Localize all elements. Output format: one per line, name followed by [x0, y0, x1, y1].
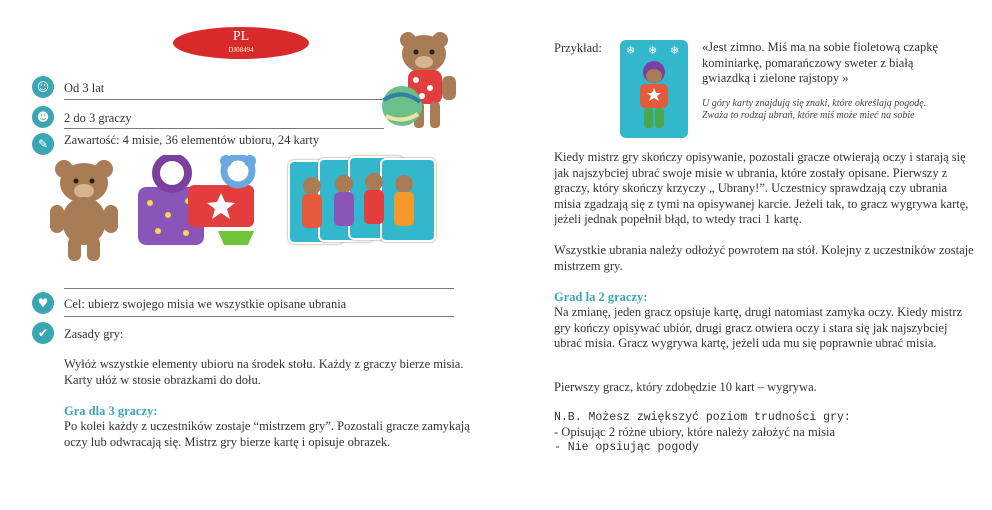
- bear-with-ball-illustration: [378, 28, 470, 138]
- language-code: PL: [232, 29, 250, 44]
- example-card-bear-icon: [620, 40, 688, 138]
- example-quote: «Jest zimno. Miś ma na sobie fioletową czapkę kominiarkę, pomarańczowy sweter z białą gwiazdką i zielone rajstopy »: [702, 40, 939, 85]
- age-text: Od 3 lat: [64, 81, 105, 95]
- players-text: 2 do 3 graczy: [64, 111, 132, 125]
- nb-title: N.B. Możesz zwiększyć poziom trudności gry:: [554, 411, 851, 424]
- example-card: [620, 40, 688, 138]
- age-icon: ☺: [32, 76, 54, 98]
- divider: [64, 288, 454, 289]
- bear-illustration: [44, 155, 130, 263]
- clothes-illustration: [138, 155, 268, 250]
- goal-text: Cel: ubierz swojego misia we wszystkie opisane ubrania: [64, 297, 347, 311]
- contents-icon: ✎: [32, 133, 54, 155]
- divider: [64, 99, 384, 100]
- divider: [64, 316, 454, 317]
- goal-icon: ♥: [32, 292, 54, 314]
- example-label: Przykład:: [554, 41, 602, 55]
- rules-paragraph-2: Wszystkie ubrania należy odłożyć powrotem na stół. Kolejny z uczestników zostaje mistrzem gry.: [554, 243, 974, 273]
- nb-item: - Nie opsiując pogody: [554, 441, 699, 454]
- product-code: DJ08494: [228, 46, 254, 54]
- two-players-title: Grad la 2 graczy:: [554, 290, 648, 304]
- svg-text:❄: ❄: [670, 44, 680, 57]
- svg-text:❄: ❄: [626, 44, 636, 57]
- two-players-text: Na zmianę, jeden gracz opsiuje kartę, drugi natomiast zamyka oczy. Kiedy mistrz gry kończy opisywać ubiór, drugi gracz otwiera oczy i stara się jak najszybciej ubrać misia. Gracz wygrywa kartę, jeżeli uda mu się poprawnie ubrać misia.: [554, 305, 963, 350]
- setup-text: Wyłóż wszystkie elementy ubioru na środek stołu. Każdy z graczy bierze misia. Karty ułóż w stosie obrazkami do dołu.: [64, 357, 464, 387]
- card-bears-illustration: [290, 172, 430, 236]
- divider: [64, 128, 384, 129]
- svg-text:❄: ❄: [648, 44, 658, 57]
- three-players-title: Gra dla 3 graczy:: [64, 404, 158, 418]
- contents-text: Zawartość: 4 misie, 36 elementów ubioru, 24 karty: [64, 133, 320, 147]
- rules-icon: ✔: [32, 322, 54, 344]
- players-icon: ☻: [32, 106, 54, 128]
- rules-label: Zasady gry:: [64, 327, 124, 341]
- win-condition: Pierwszy gracz, który zdobędzie 10 kart – wygrywa.: [554, 380, 817, 394]
- nb-item: - Opisując 2 różne ubiory, które należy założyć na misia: [554, 425, 836, 439]
- three-players-text: Po kolei każdy z uczestników zostaje “mistrzem gry”. Pozostali gracze zamykają oczy lub odwracają się. Mistrz gry bierze kartę i opisuje obrazek.: [64, 419, 470, 449]
- rules-paragraph: Kiedy mistrz gry skończy opisywanie, pozostali gracze otwierają oczy i starają się jak najszybciej ubrać swoje misie w ubrania, które zostały opisane. Pierwszy z graczy, który skończy krzyczy „ Ubrany!”. Uczestnicy sprawdzają czy ubrania misia zgadzają się z tymi na opisywanej karcie. Jeżeli tak, to gracz wygrywa kartę, jeżeli jednak popełnił błąd, to wtedy traci 1 kartę.: [554, 150, 969, 226]
- weather-note: U góry karty znajdują się znaki, które określają pogodę. Zważa to rodzaj ubrań, które miś może mieć na sobie: [702, 98, 927, 121]
